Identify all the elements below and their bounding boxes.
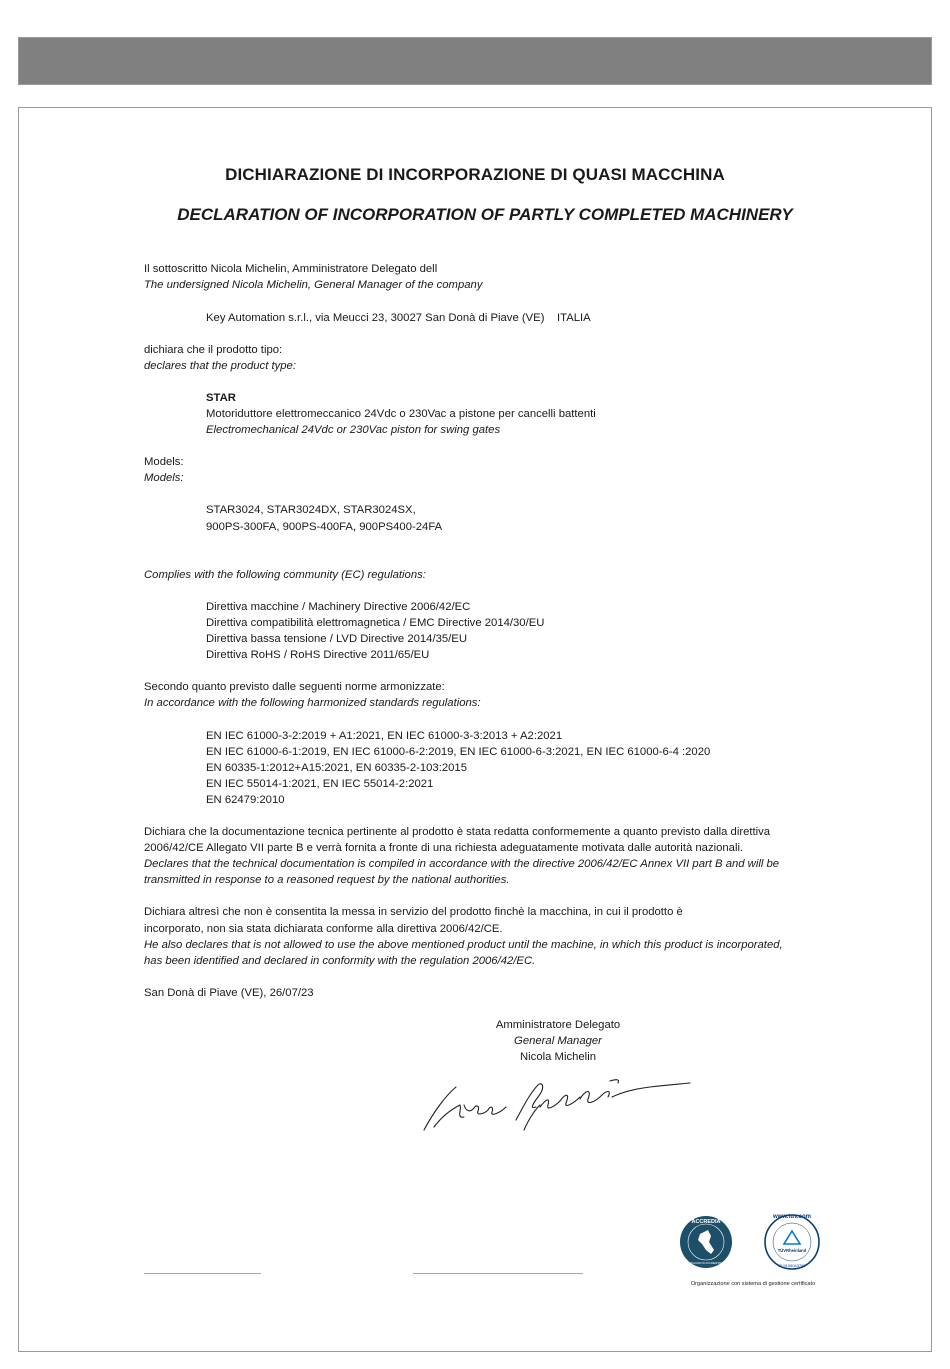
intro-english: The undersigned Nicola Michelin, General Manager of the company (144, 279, 483, 291)
accredia-logo (680, 1216, 732, 1268)
signature-line-right (413, 1273, 583, 1274)
product-label-italian: dichiara che il prodotto tipo: (144, 344, 283, 356)
standard-item: EN 62479:2010 (206, 794, 285, 806)
accredia-subtext: ENTE ITALIANO DI ACCREDITAMENTO (682, 1262, 730, 1265)
directive-item: Direttiva bassa tensione / LVD Directive 2014/35/EU (206, 633, 468, 645)
standards-label-english: In accordance with the following harmonized standards regulations: (144, 697, 481, 709)
title-italian: DICHIARAZIONE DI INCORPORAZIONE DI QUASI MACCHINA (225, 165, 725, 184)
service-en-line-2: has been identified and declared in conformity with the regulation 2006/42/EC. (144, 955, 536, 967)
service-en-line-1: He also declares that is not allowed to use the above mentioned product until the machine, in which this product is incorporated, (144, 939, 783, 951)
complies-label: Complies with the following community (EC) regulations: (144, 569, 426, 581)
documentation-it-line-2: 2006/42/CE Allegato VII parte B e verrà fornita a fronte di una richiesta adeguatamente motivata dalle autorità nazionali. (144, 842, 744, 854)
product-label-english: declares that the product type: (144, 360, 296, 372)
directive-item: Direttiva macchine / Machinery Directive 2006/42/EC (206, 601, 471, 613)
certification-caption: Organizzazione con sistema di gestione certificato (690, 1281, 816, 1287)
certification-logos (678, 1206, 828, 1288)
models-label-italian: Models: (144, 456, 184, 468)
service-it-line-1: Dichiara altresì che non è consentita la messa in servizio del prodotto finchè la macchina, in cui il prodotto è (144, 906, 683, 918)
product-desc-italian: Motoriduttore elettromeccanico 24Vdc o 230Vac a pistone per cancelli battenti (206, 408, 596, 420)
directive-item: Direttiva compatibilità elettromagnetica / EMC Directive 2014/30/EU (206, 617, 545, 629)
product-name: STAR (206, 392, 236, 404)
models-line-2: 900PS-300FA, 900PS-400FA, 900PS400-24FA (206, 521, 443, 533)
service-it-line-2: incorporato, non sia stata dichiarata conforme alla direttiva 2006/42/CE. (144, 923, 503, 935)
standard-item: EN IEC 61000-3-2:2019 + A1:2021, EN IEC 61000-3-3:2013 + A2:2021 (206, 730, 563, 742)
accredia-text: ACCREDIA (691, 1219, 721, 1225)
intro-italian: Il sottoscritto Nicola Michelin, Amministratore Delegato dell (144, 263, 438, 275)
company-address: Key Automation s.r.l., via Meucci 23, 30027 San Donà di Piave (VE) ITALIA (206, 312, 591, 324)
tuv-url: www.tuv.com (772, 1214, 812, 1220)
signatory-role-italian: Amministratore Delegato (495, 1019, 621, 1031)
signatory-name: Nicola Michelin (520, 1051, 596, 1063)
product-desc-english: Electromechanical 24Vdc or 230Vac piston for swing gates (206, 424, 501, 436)
place-date: San Donà di Piave (VE), 26/07/23 (144, 987, 314, 999)
standard-item: EN 60335-1:2012+A15:2021, EN 60335-2-103:2015 (206, 762, 467, 774)
models-line-1: STAR3024, STAR3024DX, STAR3024SX, (206, 504, 416, 516)
tuv-id: ID 9105043789 (778, 1263, 806, 1268)
standards-label-italian: Secondo quanto previsto dalle seguenti norme armonizzate: (144, 681, 445, 693)
directive-item: Direttiva RoHS / RoHS Directive 2011/65/EU (206, 649, 430, 661)
handwritten-signature (420, 1075, 695, 1137)
tuv-brand: TÜVRheinland (777, 1248, 807, 1253)
standard-item: EN IEC 61000-6-1:2019, EN IEC 61000-6-2:2019, EN IEC 61000-6-3:2021, EN IEC 61000-6-4 :2020 (206, 746, 711, 758)
title-english: DECLARATION OF INCORPORATION OF PARTLY COMPLETED MACHINERY (177, 205, 793, 224)
documentation-en-line-2: transmitted in response to a reasoned request by the national authorities. (144, 874, 510, 886)
standard-item: EN IEC 55014-1:2021, EN IEC 55014-2:2021 (206, 778, 434, 790)
signatory-role-english: General Manager (514, 1035, 602, 1047)
tuv-logo (765, 1214, 819, 1269)
top-banner (18, 37, 932, 85)
models-label-english: Models: (144, 472, 184, 484)
documentation-it-line-1: Dichiara che la documentazione tecnica pertinente al prodotto è stata redatta conformemente a quanto previsto dalla direttiva (144, 826, 771, 838)
documentation-en-line-1: Declares that the technical documentation is compiled in accordance with the directive 2006/42/EC Annex VII part B and will be (144, 858, 780, 870)
signature-line-left (144, 1273, 261, 1274)
